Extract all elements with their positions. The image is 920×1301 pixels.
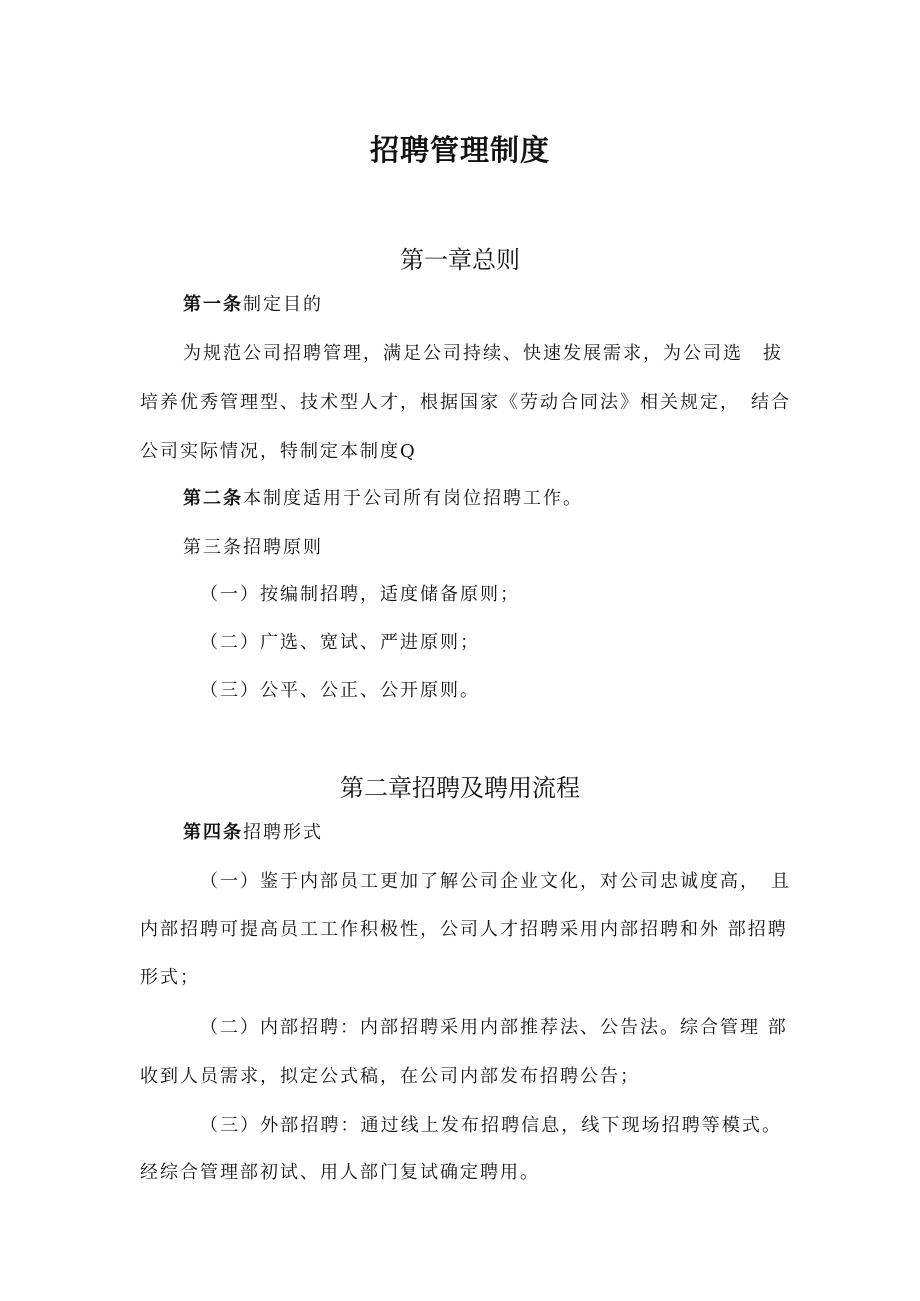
article-4-paragraph-line: 经综合管理部初试、用人部门复试确定聘用。 (140, 1162, 540, 1183)
article-3-heading: 第三条招聘原则 (183, 537, 323, 558)
article-1-paragraph-line: 为规范公司招聘管理，满足公司持续、快速发展需求，为公司选 拔 (183, 343, 783, 364)
article-2-text: 本制度适用于公司所有岗位招聘工作。 (243, 488, 583, 509)
article-4-paragraph-line: 形式； (140, 967, 200, 988)
article-4-paragraph-line: （二）内部招聘：内部招聘采用内部推荐法、公告法。综合管理 部 (200, 1017, 788, 1038)
article-4-heading (183, 820, 825, 846)
article-4-paragraph-line: 收到人员需求，拟定公式稿，在公司内部发布招聘公告； (140, 1066, 640, 1087)
article-4-label: 第四条 (183, 822, 243, 843)
article-4-paragraph-line: 内部招聘可提高员工工作积极性，公司人才招聘采用内部招聘和外 部招聘 (140, 919, 788, 940)
chapter-1-heading: 第一章总则 (400, 246, 520, 274)
article-1-paragraph-line: 公司实际情况，特制定本制度Q (140, 441, 417, 462)
article-3-item: （二）广选、宽试、严进原则； (200, 632, 480, 653)
article-1-label: 第一条 (183, 294, 243, 315)
article-1-heading (183, 292, 825, 318)
article-3-item: （三）公平、公正、公开原则。 (200, 680, 480, 701)
article-4-paragraph-line: （一）鉴于内部员工更加了解公司企业文化，对公司忠诚度高， 且 (200, 871, 791, 892)
article-1-paragraph-line: 培养优秀管理型、技术型人才，根据国家《劳动合同法》相关规定， 结合 (140, 392, 791, 413)
article-2 (183, 486, 825, 512)
document-title: 招聘管理制度 (369, 133, 550, 167)
article-4-text: 招聘形式 (243, 822, 323, 843)
article-4-paragraph-line: （三）外部招聘：通过线上发布招聘信息，线下现场招聘等模式。 (200, 1115, 782, 1136)
article-3-item: （一）按编制招聘，适度储备原则； (200, 584, 520, 605)
chapter-2-heading: 第二章招聘及聘用流程 (340, 774, 580, 802)
article-1-text: 制定目的 (243, 294, 323, 315)
article-2-label: 第二条 (183, 488, 243, 509)
